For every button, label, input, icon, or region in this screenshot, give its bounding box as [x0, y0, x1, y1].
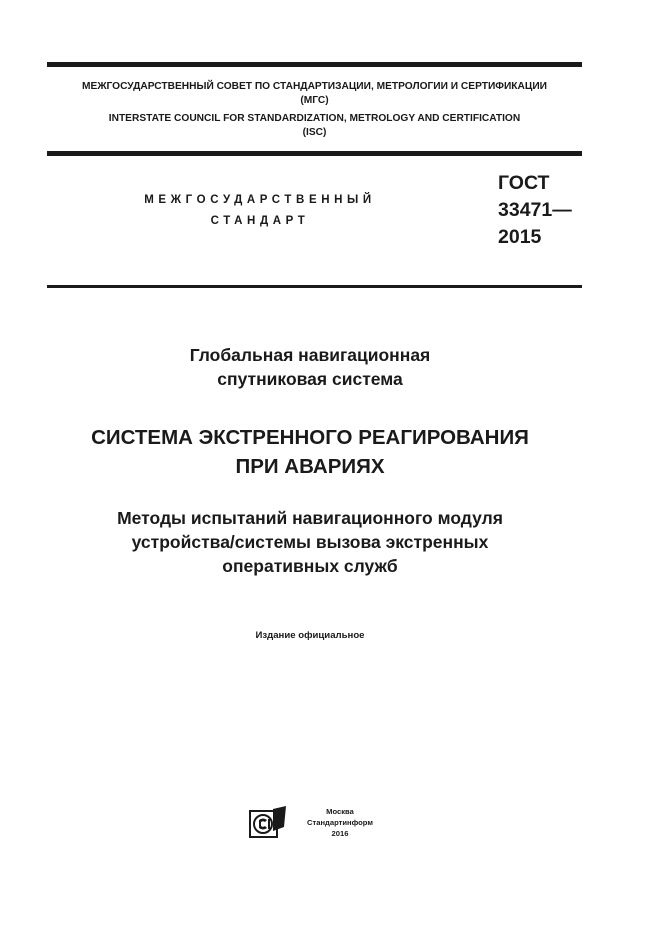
council-ru-name: МЕЖГОСУДАРСТВЕННЫЙ СОВЕТ ПО СТАНДАРТИЗАЦИИ, МЕТРОЛОГИИ И СЕРТИФИКАЦИИ [82, 81, 547, 92]
title-sub-line3: оперативных служб [222, 556, 398, 576]
council-en-abbr: (ISC) [302, 127, 327, 138]
title-subtitle [40, 506, 580, 578]
publisher-year: 2016 [331, 829, 349, 838]
title-main [40, 423, 580, 481]
title-main-line1: СИСТЕМА ЭКСТРЕННОГО РЕАГИРОВАНИЯ [91, 426, 529, 449]
edition-label: Издание официальное [255, 630, 365, 641]
title-sub-line1: Методы испытаний навигационного модуля [117, 508, 503, 528]
gost-designation [498, 170, 572, 251]
publisher [290, 806, 390, 839]
lower-rule [47, 285, 582, 288]
gost-year: 2015 [498, 226, 542, 248]
standard-type-line1: МЕЖГОСУДАРСТВЕННЫЙ [144, 194, 376, 206]
council-ru [47, 80, 582, 108]
title-line1: Глобальная навигационная [189, 345, 431, 365]
title-system [40, 343, 580, 391]
standartinform-logo-icon [249, 805, 287, 839]
gost-label: ГОСТ [498, 172, 550, 194]
standard-type-line2: СТАНДАРТ [210, 215, 310, 227]
title-line2: спутниковая система [217, 369, 403, 389]
title-sub-line2: устройства/системы вызова экстренных [131, 532, 489, 552]
council-en-name: INTERSTATE COUNCIL FOR STANDARDIZATION, METROLOGY AND CERTIFICATION [108, 113, 521, 124]
top-rule [47, 62, 582, 67]
title-main-line2: ПРИ АВАРИЯХ [235, 455, 385, 478]
standard-type [110, 190, 410, 232]
publisher-city: Москва [326, 807, 354, 816]
gost-number: 33471— [498, 199, 572, 221]
council-en [47, 112, 582, 140]
middle-rule [47, 151, 582, 156]
council-ru-abbr: (МГС) [300, 95, 329, 106]
publisher-name: Стандартинформ [307, 818, 373, 827]
